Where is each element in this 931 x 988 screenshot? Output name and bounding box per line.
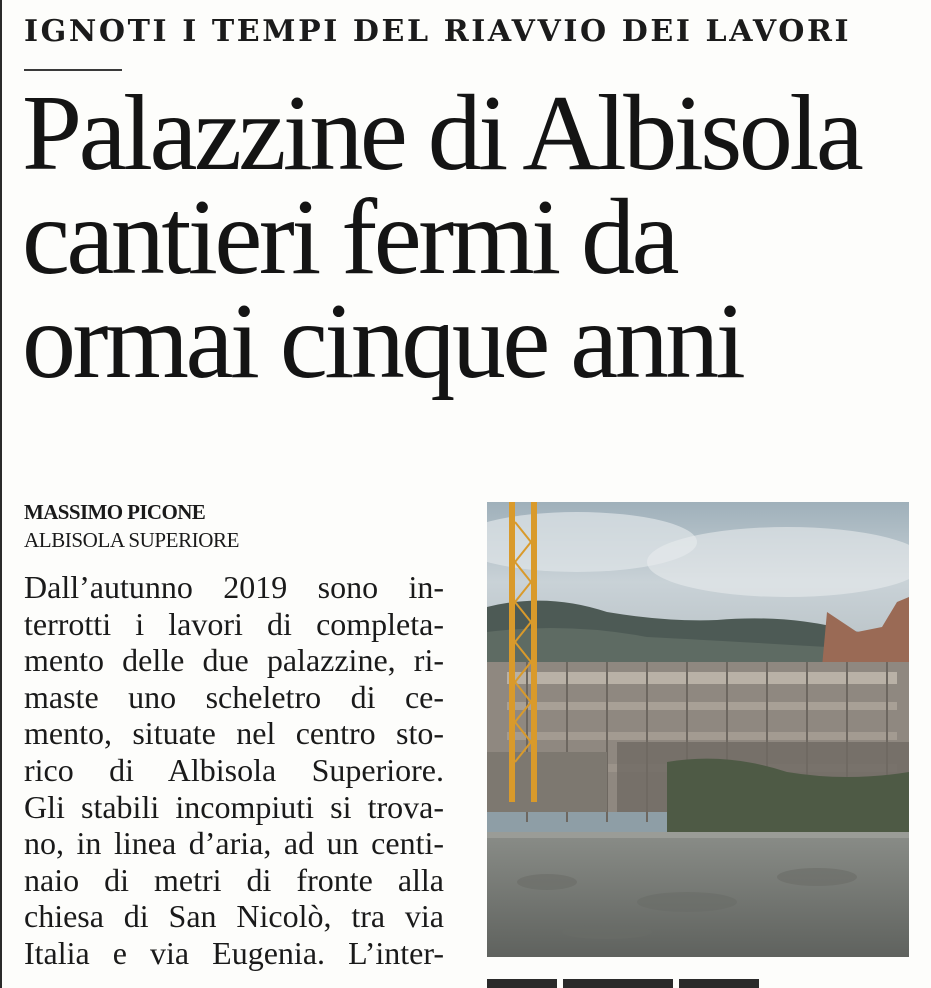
body-line: no, in linea d’aria, ad un centi-: [24, 825, 444, 862]
article-headline: [22, 74, 927, 401]
author-byline: MASSIMO PICONE: [24, 500, 206, 524]
photo-caption-cropped: [487, 975, 817, 988]
body-line: Italia e via Eugenia. L’inter-: [24, 934, 444, 971]
body-line: Gli stabili incompiuti si trova-: [24, 788, 444, 825]
body-line: terrotti i lavori di completa-: [24, 605, 444, 642]
article-body: [24, 569, 444, 988]
body-line: Dall’autunno 2019 sono in-: [24, 569, 444, 605]
body-line: mento, situate nel centro sto-: [24, 715, 444, 752]
kicker-divider: [24, 69, 122, 71]
article-kicker: IGNOTI I TEMPI DEL RIAVVIO DEI LAVORI: [24, 14, 852, 49]
body-line: maste uno scheletro di ce-: [24, 678, 444, 715]
page-edge-rule: [0, 0, 2, 988]
headline-line: Palazzine di Albisola: [22, 74, 861, 193]
article-dateline: ALBISOLA SUPERIORE: [24, 528, 240, 552]
headline-line: ormai cinque anni: [22, 282, 743, 401]
body-line: rico di Albisola Superiore.: [24, 751, 444, 788]
body-line: mento delle due palazzine, ri-: [24, 642, 444, 679]
body-line: naio di metri di fronte alla: [24, 861, 444, 898]
construction-site-photo: [487, 502, 909, 957]
body-line: chiesa di San Nicolò, tra via: [24, 898, 444, 935]
headline-line: cantieri fermi da: [22, 178, 677, 297]
